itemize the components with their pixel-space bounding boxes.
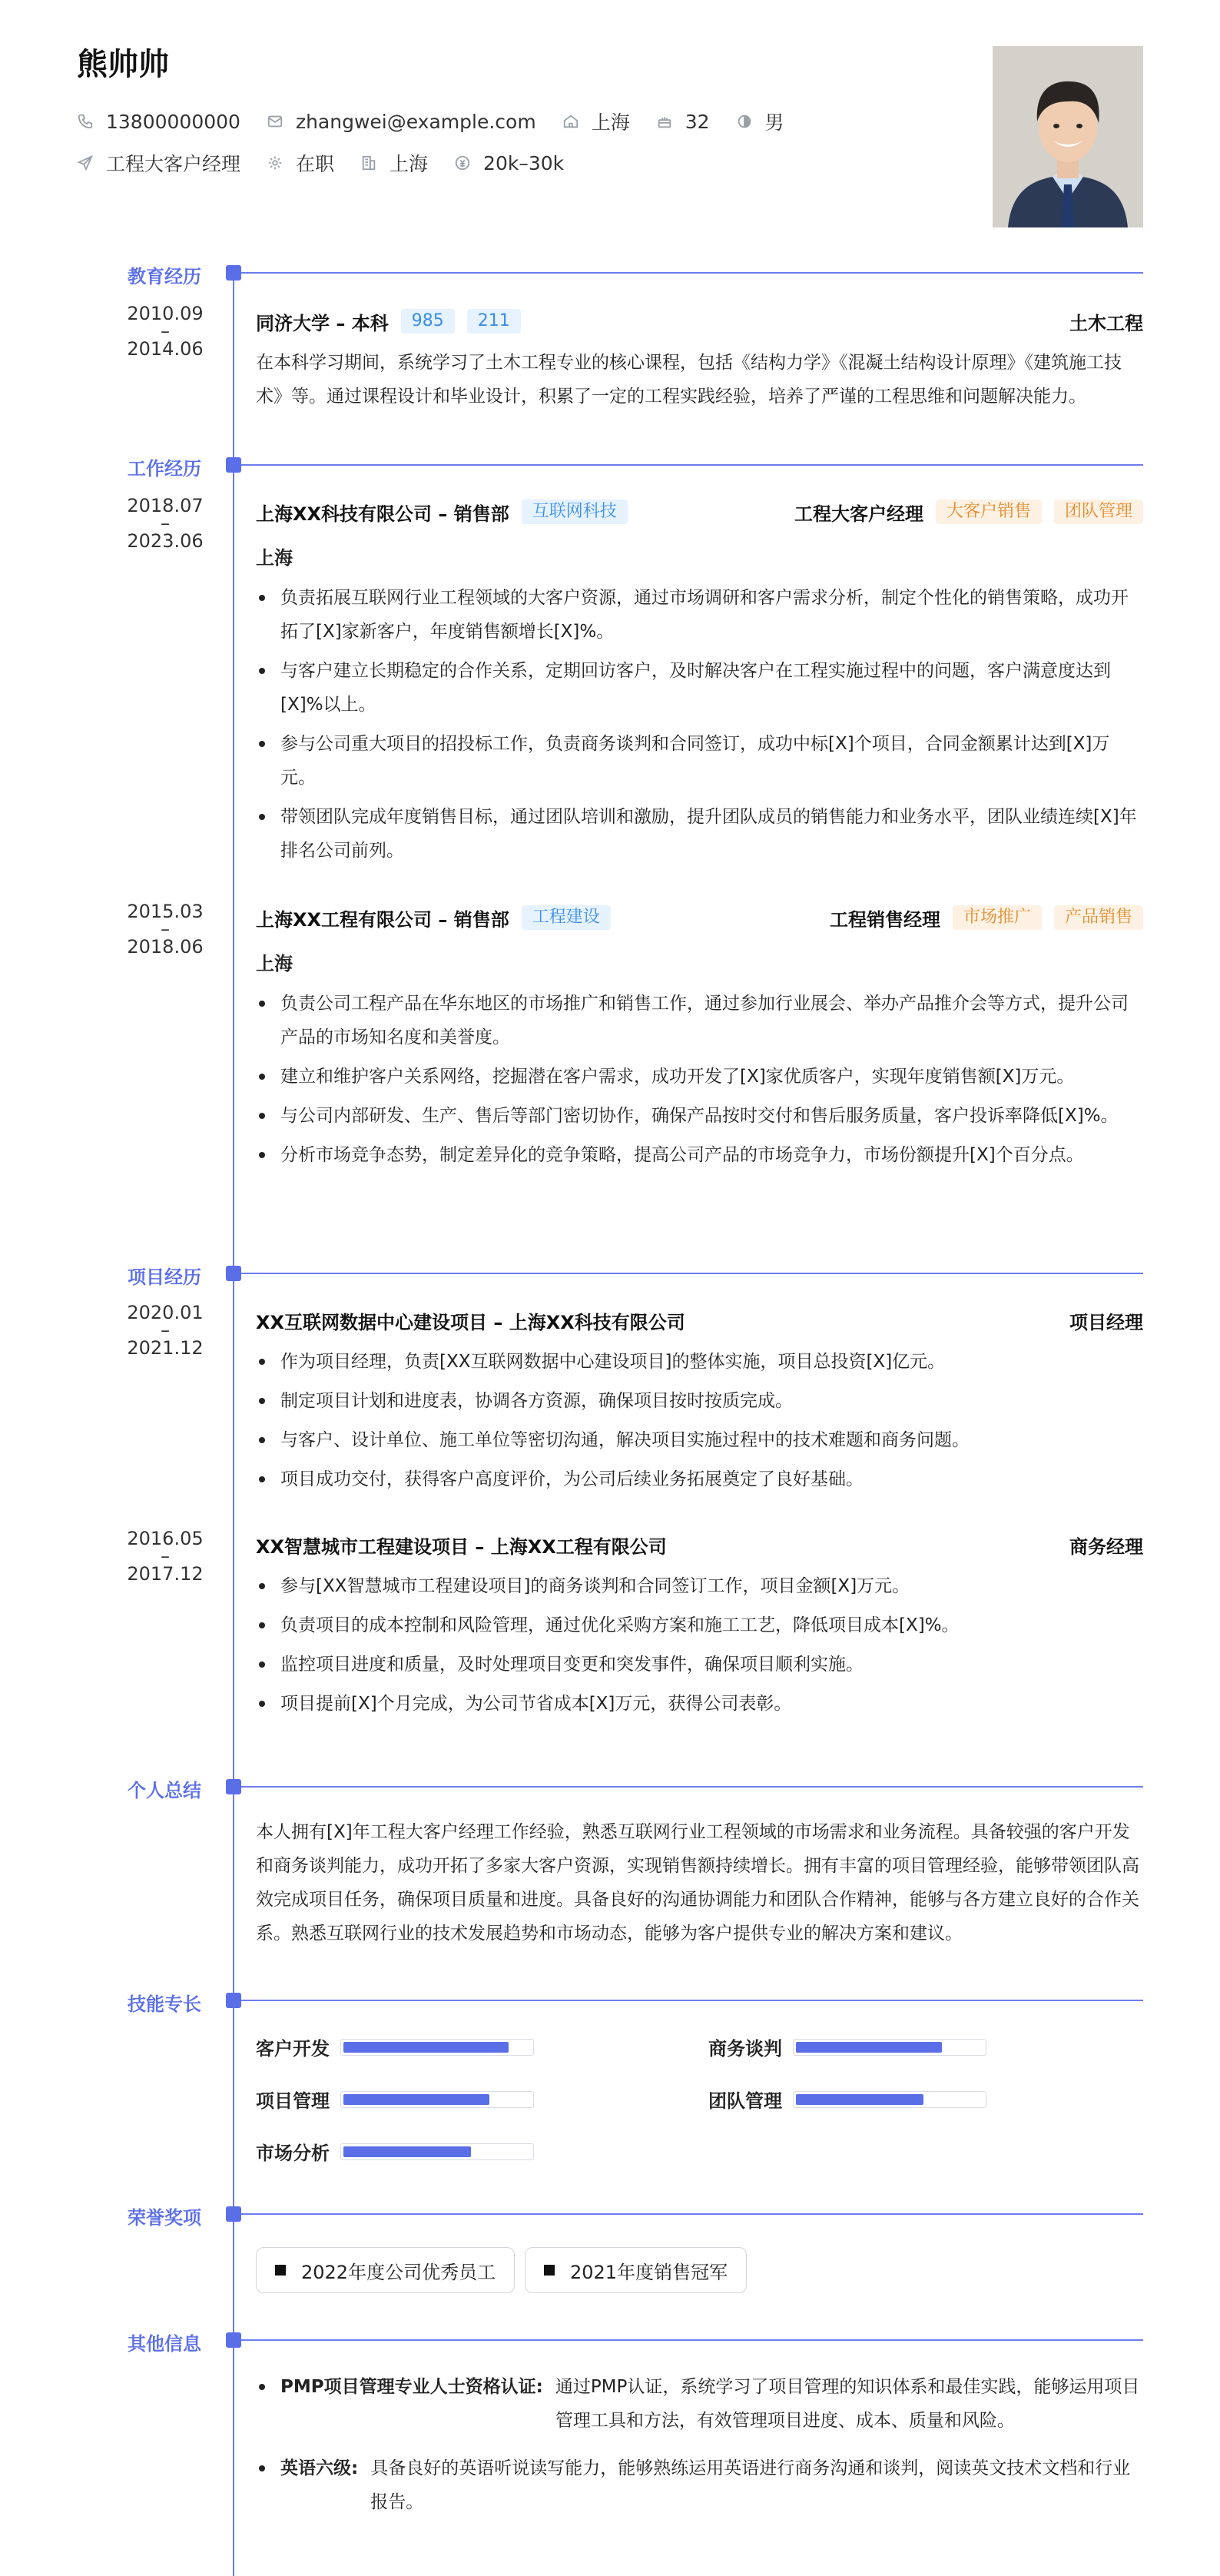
skill-bar — [340, 2091, 534, 2108]
list-item: 作为项目经理，负责[XX互联网数据中心建设项目]的整体实施，项目总投资[X]亿元。 — [256, 1345, 1143, 1379]
award-text: 2022年度公司优秀员工 — [301, 2261, 496, 2283]
section-title: 教育经历 — [128, 266, 201, 287]
date-dash: – — [161, 1545, 170, 1567]
skill-tag: 团队管理 — [1054, 500, 1143, 524]
email-text: zhangwei@example.com — [295, 110, 536, 133]
position-title: 工程销售经理 — [829, 908, 940, 931]
gender-text: 男 — [764, 111, 784, 134]
work-location: 上海 — [256, 953, 293, 974]
timeline-line — [233, 274, 234, 2576]
date-range — [123, 304, 207, 358]
list-item: 负责公司工程产品在华东地区的市场推广和销售工作，通过参加行业展会、举办产品推介会等方式，提升公司产品的市场知名度和美誉度。 — [256, 987, 1143, 1054]
square-bullet-icon — [544, 2265, 555, 2276]
job-target-item — [77, 149, 240, 177]
work-location: 上海 — [256, 547, 293, 569]
project-title: XX智慧城市工程建设项目 – 上海XX工程有限公司 — [256, 1535, 667, 1558]
job-row — [77, 149, 590, 177]
skill-name: 商务谈判 — [708, 2038, 782, 2060]
salary-item — [454, 152, 564, 174]
skill-item — [708, 2086, 986, 2113]
status-item — [267, 149, 334, 177]
phone-text: 13800000000 — [106, 110, 240, 133]
section-education — [0, 261, 1220, 287]
candidate-name: 熊帅帅 — [77, 47, 169, 82]
list-item: 与客户建立长期稳定的合作关系，定期回访客户，及时解决客户在工程实施过程中的问题，客户满意度达到[X]%以上。 — [256, 654, 1143, 722]
date-start: 2015.03 — [127, 901, 204, 922]
work-entry — [256, 498, 1143, 873]
section-divider — [241, 2339, 1143, 2341]
awards-list — [256, 2247, 1143, 2293]
company-name: 上海XX科技有限公司 – 销售部 — [256, 503, 509, 525]
project-role: 项目经理 — [1069, 1311, 1143, 1333]
work-bullets — [256, 987, 1143, 1172]
other-info-list — [256, 2370, 1143, 2519]
company-name: 上海XX工程有限公司 – 销售部 — [256, 908, 509, 931]
section-work — [0, 453, 1220, 480]
gender-item — [736, 108, 784, 135]
major-name: 土木工程 — [1069, 312, 1143, 334]
industry-tag: 工程建设 — [522, 905, 611, 930]
skill-name: 项目管理 — [256, 2090, 330, 2112]
section-skills — [0, 1989, 1220, 2015]
skill-tag: 市场推广 — [953, 905, 1042, 930]
skill-bar-fill — [343, 2146, 471, 2157]
contact-row — [77, 108, 811, 135]
list-item — [256, 2370, 1143, 2438]
skill-item — [256, 2033, 534, 2060]
date-start: 2010.09 — [127, 303, 204, 324]
project-role: 商务经理 — [1069, 1535, 1143, 1558]
industry-tag: 互联网科技 — [522, 500, 628, 524]
date-end: 2021.12 — [127, 1337, 204, 1359]
phone-item — [77, 111, 240, 133]
list-item: 建立和维护客户关系网络，挖掘潜在客户需求，成功开发了[X]家优质客户，实现年度销售额[X]万元。 — [256, 1060, 1143, 1094]
send-icon — [77, 154, 94, 171]
email-item — [267, 111, 536, 133]
skill-tag: 产品销售 — [1054, 905, 1143, 930]
skill-name: 团队管理 — [708, 2090, 782, 2112]
position-title: 工程大客户经理 — [794, 503, 923, 525]
timeline-dot — [226, 2206, 241, 2222]
mail-icon — [267, 113, 283, 130]
section-title: 其他信息 — [128, 2333, 201, 2355]
timeline-dot — [226, 1993, 241, 2008]
section-summary — [0, 1775, 1220, 1801]
date-end: 2018.06 — [127, 936, 204, 958]
skill-tag: 大客户销售 — [936, 500, 1042, 524]
award-item — [525, 2247, 747, 2293]
other-label: PMP项目管理专业人士资格认证: — [280, 2377, 543, 2397]
skill-bar — [793, 2091, 986, 2108]
list-item: 带领团队完成年度销售目标，通过团队培训和激励，提升团队成员的销售能力和业务水平，团队业绩连续[X]年排名公司前列。 — [256, 800, 1143, 868]
timeline-dot — [226, 1779, 241, 1794]
section-divider — [241, 2213, 1143, 2215]
age-item — [656, 111, 710, 133]
job-target-text: 工程大客户经理 — [106, 153, 241, 175]
work-bullets — [256, 581, 1143, 868]
date-range — [123, 1529, 207, 1583]
list-item: 项目成功交付，获得客户高度评价，为公司后续业务拓展奠定了良好基础。 — [256, 1462, 1143, 1496]
date-range — [123, 496, 207, 550]
section-divider — [241, 1273, 1143, 1274]
section-awards — [0, 2203, 1220, 2229]
project-title: XX互联网数据中心建设项目 – 上海XX科技有限公司 — [256, 1311, 685, 1333]
skill-name: 客户开发 — [256, 2038, 330, 2060]
other-text: 通过PMP认证，系统学习了项目管理的知识体系和最佳实践，能够运用项目管理工具和方法，有效管理项目进度、成本、质量和风险。 — [555, 2377, 1140, 2431]
summary-block — [256, 1815, 1143, 1950]
section-divider — [241, 272, 1143, 274]
date-range — [123, 902, 207, 956]
date-end: 2014.06 — [127, 338, 204, 360]
list-item: 项目提前[X]个月完成，为公司节省成本[X]万元，获得公司表彰。 — [256, 1687, 1143, 1721]
date-start: 2018.07 — [127, 495, 204, 516]
skill-item — [256, 2086, 534, 2113]
award-text: 2021年度销售冠军 — [570, 2261, 728, 2283]
summary-text: 本人拥有[X]年工程大客户经理工作经验，熟悉互联网行业工程领域的市场需求和业务流程。具备较强的客户开发和商务谈判能力，成功开拓了多家大客户资源，实现销售额持续增长。拥有丰富的项目管理经验，能够带领团队高效完成项目任务，确保项目质量和进度。具备良好的沟通协调能力和团队合作精神，能够与各方建立良好的合作关系。熟悉互联网行业的技术发展趋势和市场动态，能够为客户提供专业的解决方案和建议。 — [256, 1822, 1139, 1944]
salary-text: 20k–30k — [483, 151, 565, 174]
timeline-dot — [226, 2332, 241, 2348]
timeline-dot — [226, 265, 241, 281]
entry-header — [256, 904, 1143, 931]
list-item: 参与公司重大项目的招投标工作，负责商务谈判和合同签订，成功中标[X]个项目，合同金额累计达到[X]万元。 — [256, 727, 1143, 795]
entry-header — [256, 498, 1143, 526]
section-title: 荣誉奖项 — [128, 2207, 201, 2229]
section-project — [0, 1262, 1220, 1288]
section-title: 项目经历 — [128, 1266, 201, 1288]
list-item: 与客户、设计单位、施工单位等密切沟通，解决项目实施过程中的技术难题和商务问题。 — [256, 1423, 1143, 1457]
square-bullet-icon — [275, 2265, 286, 2276]
skill-item — [256, 2138, 534, 2165]
list-item: 分析市场竞争态势，制定差异化的竞争策略，提高公司产品的市场竞争力，市场份额提升[X]个百分点。 — [256, 1138, 1143, 1172]
status-icon — [267, 154, 283, 171]
list-item: 与公司内部研发、生产、售后等部门密切协作，确保产品按时交付和售后服务质量，客户投诉率降低[X]%。 — [256, 1099, 1143, 1133]
date-start: 2016.05 — [127, 1528, 204, 1549]
education-description: 在本科学习期间，系统学习了土木工程专业的核心课程，包括《结构力学》《混凝土结构设计原理》《建筑施工技术》等。通过课程设计和毕业设计，积累了一定的工程实践经验，培养了严谨的工程思维和问题解决能力。 — [256, 353, 1122, 407]
city-item — [360, 149, 428, 177]
status-text: 在职 — [296, 153, 335, 175]
section-title: 技能专长 — [128, 1993, 201, 2015]
project-bullets — [256, 1345, 1143, 1496]
skill-name: 市场分析 — [256, 2143, 330, 2164]
date-dash: – — [161, 1320, 170, 1341]
age-text: 32 — [685, 110, 710, 133]
work-entry — [256, 904, 1143, 1177]
entry-header — [256, 307, 1143, 335]
section-divider — [241, 464, 1143, 466]
skill-item — [708, 2033, 986, 2060]
phone-icon — [77, 113, 94, 130]
entry-header — [256, 1306, 1143, 1334]
building-icon — [360, 154, 377, 171]
list-item: 负责拓展互联网行业工程领域的大客户资源，通过市场调研和客户需求分析，制定个性化的销售策略，成功开拓了[X]家新客户，年度销售额增长[X]%。 — [256, 581, 1143, 649]
skill-bar — [340, 2143, 534, 2160]
other-label: 英语六级: — [280, 2458, 359, 2478]
home-icon — [562, 113, 579, 130]
project-bullets — [256, 1569, 1143, 1721]
list-item: 制定项目计划和进度表，协调各方资源，确保项目按时按质完成。 — [256, 1384, 1143, 1418]
skill-bar — [340, 2039, 534, 2056]
hometown-text: 上海 — [591, 111, 630, 134]
salary-icon — [454, 154, 471, 171]
timeline-dot — [226, 1266, 241, 1281]
entry-header — [256, 1531, 1143, 1559]
section-title: 个人总结 — [128, 1780, 201, 1801]
skill-bar-fill — [796, 2042, 942, 2053]
list-item: 监控项目进度和质量，及时处理项目变更和突发事件，确保项目顺利实施。 — [256, 1648, 1143, 1681]
date-dash: – — [161, 918, 170, 940]
section-other — [0, 2329, 1220, 2355]
section-title: 工作经历 — [128, 458, 201, 480]
skill-bar — [793, 2039, 986, 2056]
hometown-item — [562, 108, 630, 135]
date-dash: – — [161, 513, 170, 534]
date-dash: – — [161, 320, 170, 342]
timeline-dot — [226, 457, 241, 473]
list-item: 参与[XX智慧城市工程建设项目]的商务谈判和合同签订工作，项目金额[X]万元。 — [256, 1569, 1143, 1603]
list-item: 负责项目的成本控制和风险管理，通过优化采购方案和施工工艺，降低项目成本[X]%。 — [256, 1608, 1143, 1642]
project-entry — [256, 1306, 1143, 1502]
skill-bar-fill — [343, 2094, 489, 2105]
city-text: 上海 — [390, 153, 429, 175]
date-start: 2020.01 — [127, 1302, 204, 1323]
date-end: 2017.12 — [127, 1563, 204, 1585]
list-item — [256, 2452, 1143, 2519]
age-icon — [656, 113, 673, 130]
school-name: 同济大学 – 本科 — [256, 312, 389, 334]
education-entry — [256, 307, 1143, 413]
tag-985: 985 — [401, 309, 455, 334]
other-text: 具备良好的英语听说读写能力，能够熟练运用英语进行商务沟通和谈判，阅读英文技术文档和行业报告。 — [370, 2458, 1131, 2512]
award-item — [256, 2247, 515, 2293]
skill-bar-fill — [343, 2042, 509, 2053]
section-divider — [241, 1786, 1143, 1788]
section-divider — [241, 2000, 1143, 2001]
profile-photo — [993, 46, 1143, 227]
date-range — [123, 1303, 207, 1357]
gender-icon — [736, 113, 753, 130]
project-entry — [256, 1531, 1143, 1726]
skill-bar-fill — [796, 2094, 923, 2105]
tag-211: 211 — [467, 309, 521, 334]
date-end: 2023.06 — [127, 530, 204, 552]
